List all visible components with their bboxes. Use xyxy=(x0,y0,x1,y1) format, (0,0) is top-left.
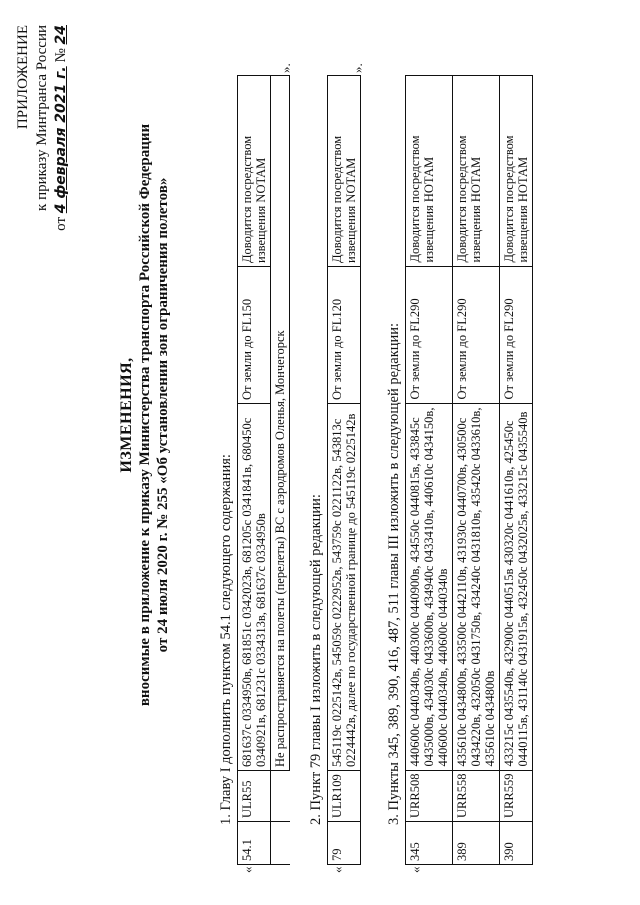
section1-heading: 1. Главу I дополнить пунктом 54.1 следующего содержания: xyxy=(218,454,234,825)
appendix-number: 24 xyxy=(53,25,69,45)
appendix-order-ref: к приказу Минтранса России xyxy=(34,25,50,211)
table-row xyxy=(500,76,533,865)
appendix-date-prefix: от xyxy=(53,216,69,231)
section1-close-quote: ». xyxy=(278,63,293,73)
document-subtitle: вносимые в приложение к приказу Министерства транспорта Российской Федерации xyxy=(137,123,153,707)
cell-empty xyxy=(271,771,290,822)
section2-heading: 2. Пункт 79 главы I изложить в следующей редакции: xyxy=(308,494,324,825)
section2-open-quote: « xyxy=(330,866,345,873)
appendix-date-line xyxy=(52,25,71,325)
table-row xyxy=(271,76,290,865)
cell-num: 54.1 xyxy=(238,822,271,865)
appendix-block xyxy=(14,25,71,325)
section3-open-quote: « xyxy=(408,866,423,873)
cell-altitude: От земли до FL120 xyxy=(328,267,361,404)
cell-coords: 545119с 0225142в, 545059с 0222952в, 543759с 0221122в, 543813с 0224442в, далее по государственной границе до 545119с 0225142в xyxy=(328,404,361,771)
cell-note: Доводится посредством извещения NOTAM xyxy=(238,76,271,267)
table-row xyxy=(238,76,271,865)
document-title: ИЗМЕНЕНИЯ, xyxy=(118,357,135,473)
cell-note: Доводится посредством извещения NOTAM xyxy=(328,76,361,267)
section3-table xyxy=(405,75,533,865)
document-title-block xyxy=(118,75,172,755)
cell-note: Доводится посредством извещения НОТАМ xyxy=(406,76,453,267)
section2-close-quote: ». xyxy=(350,63,365,73)
appendix-title: ПРИЛОЖЕНИЕ xyxy=(15,25,31,130)
section1-open-quote: « xyxy=(240,866,255,873)
document-subtitle-order: от 24 июля 2020 г. № 255 «Об установлении зон ограничения полетов» xyxy=(155,177,171,653)
section3-heading: 3. Пункты 345, 389, 390, 416, 487, 511 главы III изложить в следующей редакции: xyxy=(386,322,402,825)
cell-code: URR558 xyxy=(453,770,500,821)
cell-altitude: От земли до FL290 xyxy=(500,266,533,403)
cell-coords: 440600с 0440340в, 440300с 0440900в, 434550с 0440815в, 433845с 0435000в, 434030с 0433600в, 434940с 0433410в, 440610с 0434150в, 440600с 0440340в, 440600с 0440340в xyxy=(406,403,453,770)
cell-remark: Не распространяется на полеты (перелеты) ВС с аэродромов Оленья, Мончегорск xyxy=(271,76,290,771)
cell-note: Доводится посредством извещения НОТАМ xyxy=(500,76,533,267)
cell-num: 345 xyxy=(406,822,453,865)
cell-num: 79 xyxy=(328,822,361,865)
table-row xyxy=(453,76,500,865)
cell-coords: 433215с 0435540в, 432900с 0440515в 430320с 0441610в, 425450с 0440115в, 431140с 0431915в, 432450с 0432025в, 433215с 0435540в xyxy=(500,403,533,770)
cell-code: URR559 xyxy=(500,770,533,821)
section2-table xyxy=(327,75,361,865)
cell-coords: 681637с 0334950в, 681851с 0342023в, 681205с 0341841в, 680450с 0340921в, 681231с 0334313в, 681637с 0334950в xyxy=(238,404,271,771)
cell-altitude: От земли до FL150 xyxy=(238,267,271,404)
cell-num: 389 xyxy=(453,822,500,865)
section1-table xyxy=(237,75,290,865)
cell-altitude: От земли до FL290 xyxy=(406,266,453,403)
cell-num: 390 xyxy=(500,822,533,865)
cell-code: ULR55 xyxy=(238,771,271,822)
table-row xyxy=(328,76,361,865)
cell-altitude: От земли до FL290 xyxy=(453,266,500,403)
cell-coords: 435610с 0434800в, 433500с 0442110в, 431930с 0440700в, 430500с 0434220в, 432050с 0431750в, 434240с 0431810в, 435420с 0433610в, 435610с 0434800в xyxy=(453,403,500,770)
table-row xyxy=(406,76,453,865)
appendix-date: 4 февраля 2021 г. xyxy=(53,66,69,214)
cell-code: URR508 xyxy=(406,770,453,821)
cell-empty xyxy=(271,822,290,865)
cell-note: Доводится посредством извещения НОТАМ xyxy=(453,76,500,267)
cell-code: ULR109 xyxy=(328,771,361,822)
appendix-number-label: № xyxy=(53,48,69,63)
